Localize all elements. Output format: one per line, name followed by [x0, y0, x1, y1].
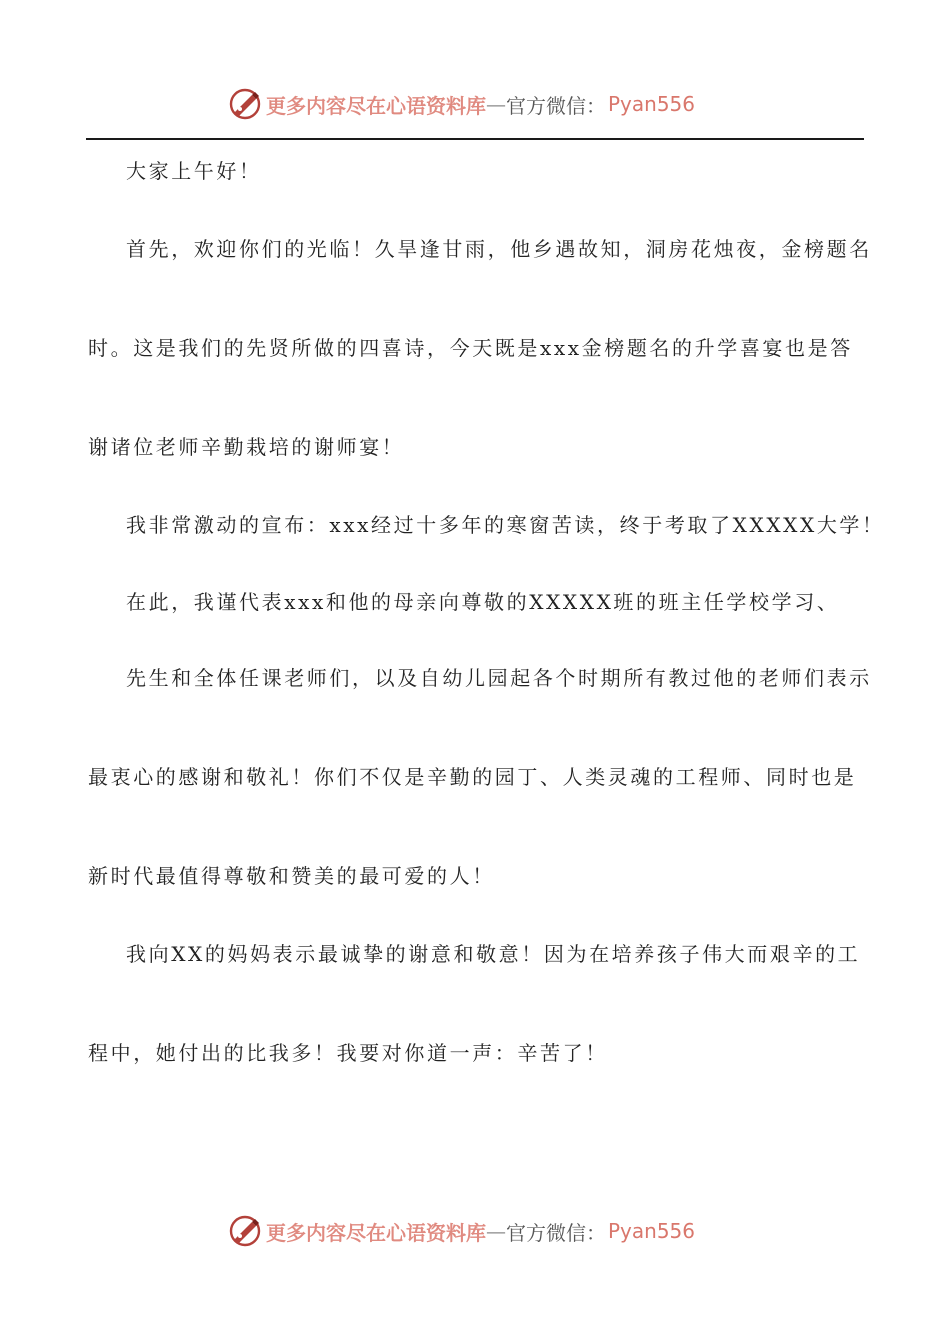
- footer-banner: [0, 1211, 950, 1251]
- banner-wechat-id: Pyan556: [608, 92, 696, 116]
- text-line: 最衷心的感谢和敬礼！你们不仅是辛勤的园丁、人类灵魂的工程师、同时也是: [88, 765, 857, 789]
- text-line: 首先，欢迎你们的光临！久旱逢甘雨，他乡遇故知，洞房花烛夜，金榜题名: [126, 237, 872, 261]
- banner-wechat-label: 官方微信：: [506, 1220, 606, 1245]
- banner-title: 更多内容尽在心语资料库: [266, 1220, 486, 1245]
- header-banner: [0, 84, 950, 124]
- pen-nib-logo-icon: [228, 87, 262, 121]
- text-line: 先生和全体任课老师们，以及自幼儿园起各个时期所有教过他的老师们表示: [126, 666, 872, 690]
- text-line: 谢诸位老师辛勤栽培的谢师宴！: [88, 435, 405, 459]
- header-divider: [86, 138, 864, 140]
- text-line: 在此，我谨代表xxx和他的母亲向尊敬的XXXXX班的班主任学校学习、: [126, 590, 840, 614]
- pen-nib-logo-icon: [228, 1214, 262, 1248]
- banner-title: 更多内容尽在心语资料库: [266, 93, 486, 118]
- banner-dash: —: [486, 92, 506, 116]
- text-line: 时。这是我们的先贤所做的四喜诗，今天既是xxx金榜题名的升学喜宴也是答: [88, 336, 853, 360]
- text-line: 新时代最值得尊敬和赞美的最可爱的人！: [88, 864, 495, 888]
- text-line: 我非常激动的宣布：xxx经过十多年的寒窗苦读，终于考取了XXXXX大学！: [126, 513, 885, 537]
- text-line: 我向XX的妈妈表示最诚挚的谢意和敬意！因为在培养孩子伟大而艰辛的工: [126, 942, 861, 966]
- text-line: 程中，她付出的比我多！我要对你道一声：辛苦了！: [88, 1041, 608, 1065]
- text-line: 大家上午好！: [126, 159, 262, 183]
- banner-dash: —: [486, 1219, 506, 1243]
- banner-wechat-label: 官方微信：: [506, 93, 606, 118]
- banner-wechat-id: Pyan556: [608, 1219, 696, 1243]
